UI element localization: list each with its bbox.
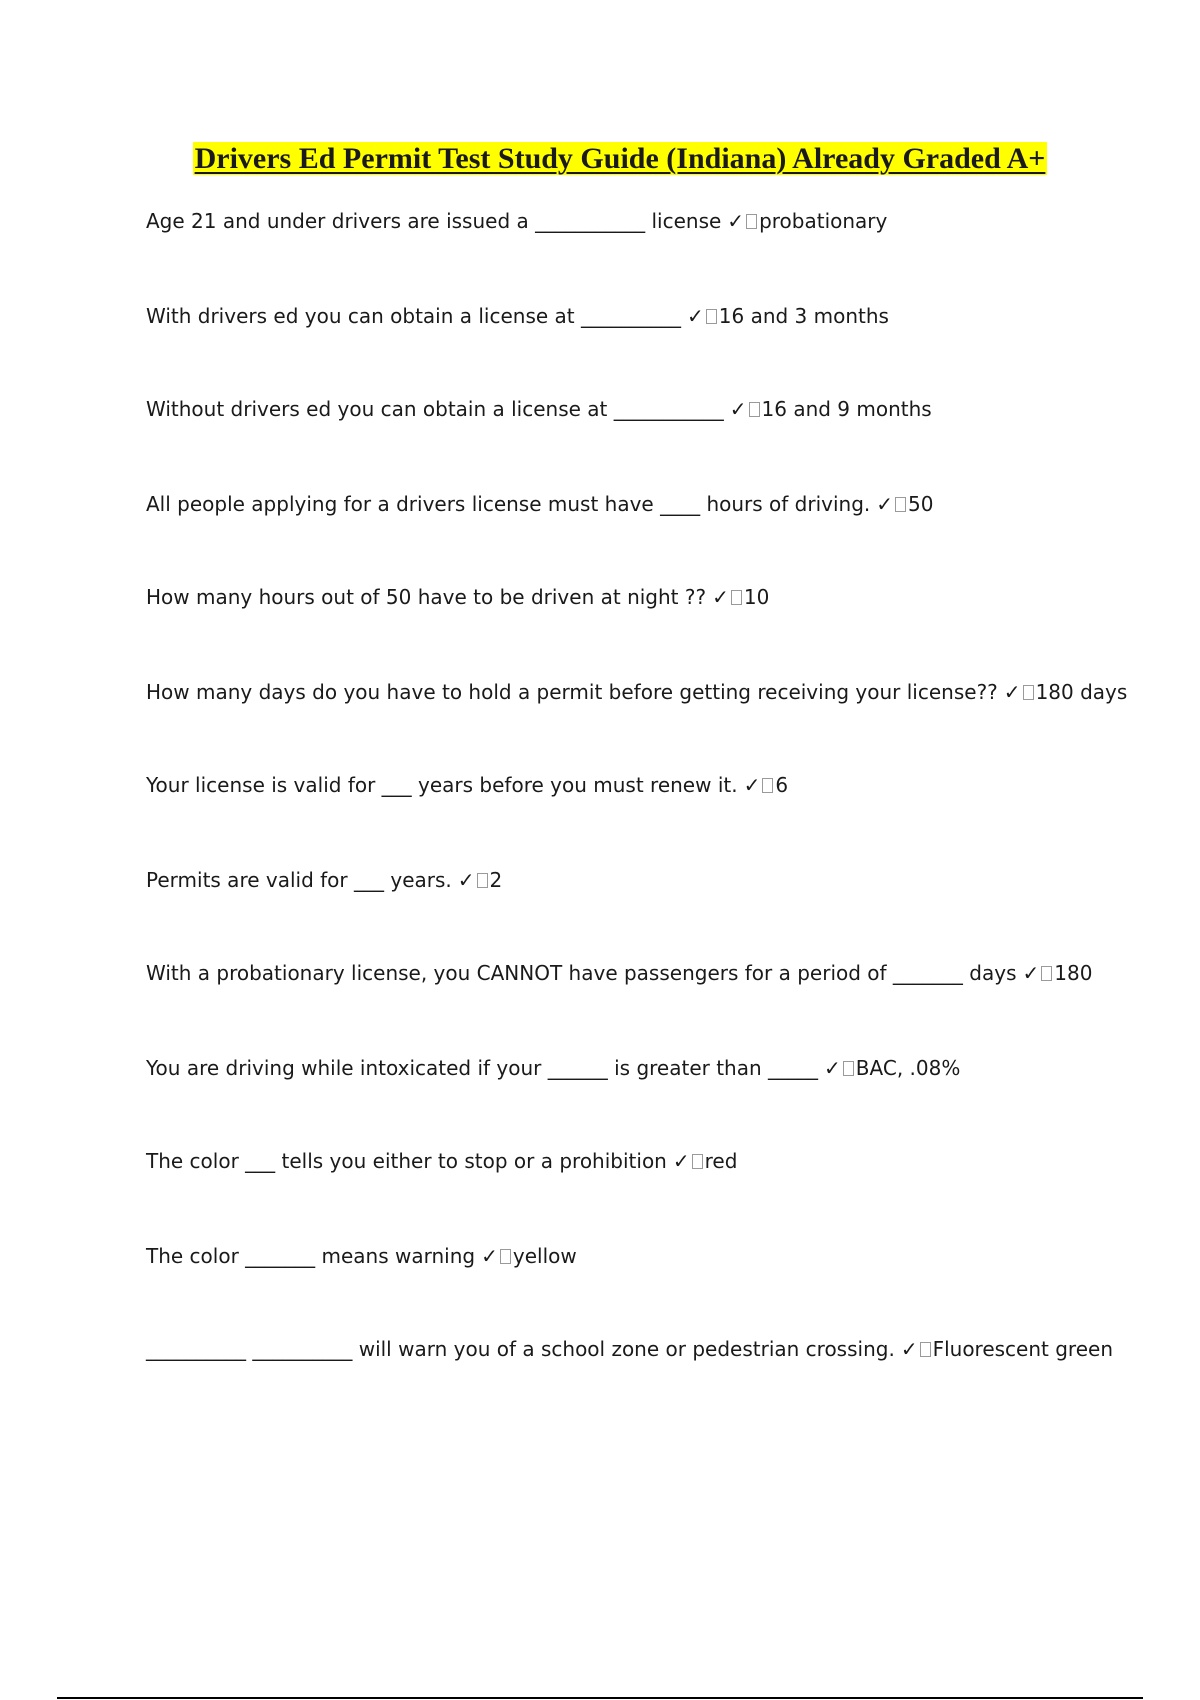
question-item — [146, 395, 932, 423]
question-text: You are driving while intoxicated if your ______ is greater than _____ — [146, 1056, 819, 1080]
answer-text: Fluorescent green — [932, 1337, 1113, 1361]
question-item — [146, 583, 769, 611]
question-text: Without drivers ed you can obtain a license at ___________ — [146, 397, 724, 421]
answer-text: 180 days — [1035, 680, 1128, 704]
question-item — [146, 302, 889, 330]
empty-box-icon — [746, 214, 757, 229]
check-mark-icon: ✓ — [876, 492, 894, 516]
check-mark-icon: ✓ — [687, 304, 704, 328]
empty-box-icon — [706, 309, 717, 324]
empty-box-icon — [895, 497, 906, 512]
check-mark-icon: ✓ — [481, 1244, 498, 1268]
answer-text: 6 — [775, 773, 789, 797]
empty-box-icon — [500, 1249, 511, 1264]
question-item — [146, 866, 502, 894]
question-text: Your license is valid for ___ years before you must renew it. — [146, 773, 738, 797]
empty-box-icon — [749, 402, 760, 417]
question-item — [146, 771, 788, 799]
answer-text: 16 and 3 months — [718, 304, 889, 328]
empty-box-icon — [762, 778, 773, 793]
question-text: Permits are valid for ___ years. — [146, 868, 452, 892]
answer-text: 2 — [489, 868, 503, 892]
empty-box-icon — [477, 873, 488, 888]
check-mark-icon: ✓ — [900, 1337, 918, 1361]
check-mark-icon: ✓ — [672, 1149, 690, 1173]
question-item — [146, 1147, 737, 1175]
check-mark-icon: ✓ — [727, 209, 745, 233]
answer-text: yellow — [512, 1244, 577, 1268]
empty-box-icon — [920, 1342, 931, 1357]
check-mark-icon: ✓ — [824, 1056, 841, 1080]
question-item — [146, 1335, 1113, 1363]
answer-text: 180 — [1054, 961, 1093, 985]
document-title — [0, 140, 1200, 178]
check-mark-icon: ✓ — [457, 868, 475, 892]
empty-box-icon — [1023, 685, 1034, 700]
question-item — [146, 959, 1092, 987]
footer-divider — [57, 1697, 1143, 1699]
answer-text: red — [704, 1149, 738, 1173]
question-text: With drivers ed you can obtain a license at __________ — [146, 304, 681, 328]
question-text: How many hours out of 50 have to be driven at night ?? — [146, 585, 707, 609]
question-text: Age 21 and under drivers are issued a ___________ license — [146, 209, 722, 233]
question-text: The color ___ tells you either to stop or a prohibition — [146, 1149, 667, 1173]
question-text: How many days do you have to hold a permit before getting receiving your license?? — [146, 680, 998, 704]
empty-box-icon — [731, 590, 742, 605]
question-text: With a probationary license, you CANNOT have passengers for a period of _______ days — [146, 961, 1017, 985]
question-item — [146, 1054, 960, 1082]
check-mark-icon: ✓ — [743, 773, 761, 797]
check-mark-icon: ✓ — [712, 585, 729, 609]
check-mark-icon: ✓ — [1003, 680, 1021, 704]
empty-box-icon — [1041, 966, 1052, 981]
answer-text: 16 and 9 months — [761, 397, 932, 421]
answer-text: BAC, .08% — [855, 1056, 961, 1080]
question-item — [146, 678, 1127, 706]
answer-text: 10 — [743, 585, 770, 609]
check-mark-icon: ✓ — [729, 397, 747, 421]
document-title-text: Drivers Ed Permit Test Study Guide (Indiana) Already Graded A+ — [194, 142, 1046, 175]
empty-box-icon — [692, 1154, 703, 1169]
check-mark-icon: ✓ — [1022, 961, 1040, 985]
question-text: __________ __________ will warn you of a school zone or pedestrian crossing. — [146, 1337, 895, 1361]
empty-box-icon — [843, 1061, 854, 1076]
answer-text: probationary — [759, 209, 888, 233]
question-item — [146, 207, 887, 235]
answer-text: 50 — [908, 492, 934, 516]
question-item — [146, 1242, 577, 1270]
question-item — [146, 490, 934, 518]
question-text: All people applying for a drivers license must have ____ hours of driving. — [146, 492, 871, 516]
question-text: The color _______ means warning — [146, 1244, 476, 1268]
